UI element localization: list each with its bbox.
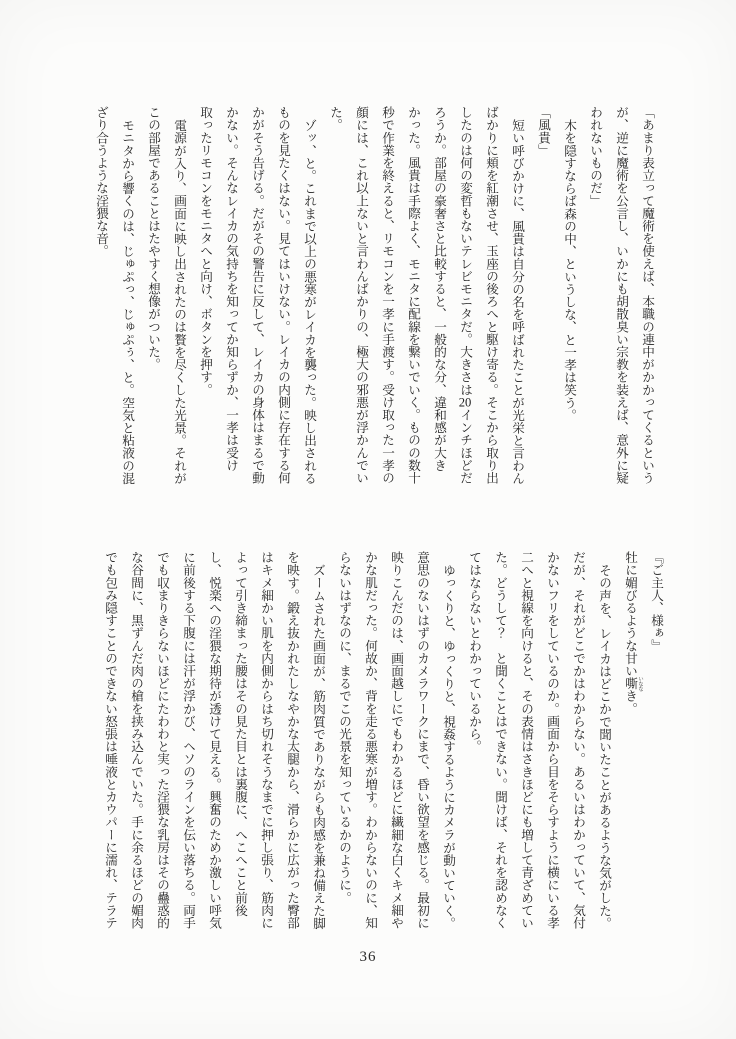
paragraph: 「あまり表立って魔術を使えば、本職の連中がかかってくるというが、逆に魔術を公言し、いかにも胡散臭い宗教を装えば、意外に疑われないものだ」 <box>588 106 654 484</box>
tate-chu-yoko: 20 <box>458 395 472 409</box>
page-number: 36 <box>359 949 377 965</box>
paragraph: 牡に媚びるような甘い嘶 いななき。 <box>623 551 643 715</box>
top-text-block <box>88 106 660 486</box>
paragraph: モニタから響くのは、じゅぷっ、じゅぷぅ、と。空気と粘液の混ざり合うような淫猥な音。 <box>94 106 134 484</box>
bottom-text-block <box>97 551 669 931</box>
paragraph: ゾッ、と。これまで以上の悪寒がレイカを襲った。映し出されるものを見たくはない。見てはいけない。レイカの内側に存在する何かがそう告げる。だがその警告に反して、レイカの身体はまるで動かない。そんなレイカの気持ちを知ってか知らずか、一孝は受け取ったリモコンをモニタへと向け、ボタンを押す。 <box>198 106 316 484</box>
paragraph: 電源が入り、画面に映し出されたのは贅を尽くした光景。それがこの部屋であることはたやすく想像がついた。 <box>146 106 186 484</box>
paragraph: 「風貴」 <box>536 106 550 157</box>
paragraph: その声を、レイカはどこかで聞いたことがあるような気がした。 <box>597 563 611 929</box>
paragraph: ゆっくりと、ゆっくりと、視姦するようにカメラが動いていく。意思のないはずのカメラワークにまで、昏い欲望を感じる。最初に映りこんだのは、画面越しにでもわかるほどに繊細な白くキメ細やかな肌だった。何故か、背を走る悪寒が増す。わからないのに、知らないはずなのに、まるでこの光景を知っているかのように。 <box>337 551 455 929</box>
paragraph: だが、それがどこでかはわからない。あるいはわかっていて、気付かないフリをしているのか。画面から目をそらすように横にいる孝二へと視線を向けると、その表情はさきほどにも増して青ざめていた。どうして？ と聞くことはできない。聞けば、それを認めなくてはならないとわかっているから。 <box>467 551 585 929</box>
paragraph: 木を隠すならば森の中、というしな、と一孝は笑う。 <box>562 118 576 421</box>
paragraph: 短い呼びかけに、風貴は自分の名を呼ばれたことが光栄と言わんばかりに頬を紅潮させ、玉座の後ろへと駆け寄る。そこから取り出したのは何の変哲もないテレビモニタだ。大きさは20インチほどだろうか。部屋の豪奢さと比較すると、一般的な分、違和感が大きかった。風貴は手際よく、モニタに配線を繋いでいく。ものの数十秒で作業を終えると、リモコンを一孝に手渡す。受け取った一孝の顔には、これ以上ないと言わんばかりの、極大の邪悪が浮かんでいた。 <box>328 106 524 485</box>
paragraph: ズームされた画面が、筋肉質でありながらも肉感を兼ね備えた脚を映す。鍛え抜かれたしなやかな太腿から、滑らかに広がった臀部はキメ細かい肌を内側からはち切れそうなまでに押し張り、筋肉によって引き締まった腰はその見た目とは裏腹に、へこへこと前後し、悦楽への淫猥な期待が透けて見える。興奮のためか激しい呼気に前後する下腹には汗が浮かび、ヘソのラインを伝い落ちる。両手でも収まりきらないほどにたわわと実った淫猥な乳房はその蠱惑的な谷間に、黒ずんだ肉の槍を挟み込んでいた。手に余るほどの媚肉でも包み隠すことのできない怒張は唾液とカウパーに濡れ、テラテ <box>103 551 325 929</box>
ruby-annotation: 嘶 いなな <box>623 675 643 691</box>
paragraph: 『ご主人、様ぁ』 <box>649 551 663 652</box>
